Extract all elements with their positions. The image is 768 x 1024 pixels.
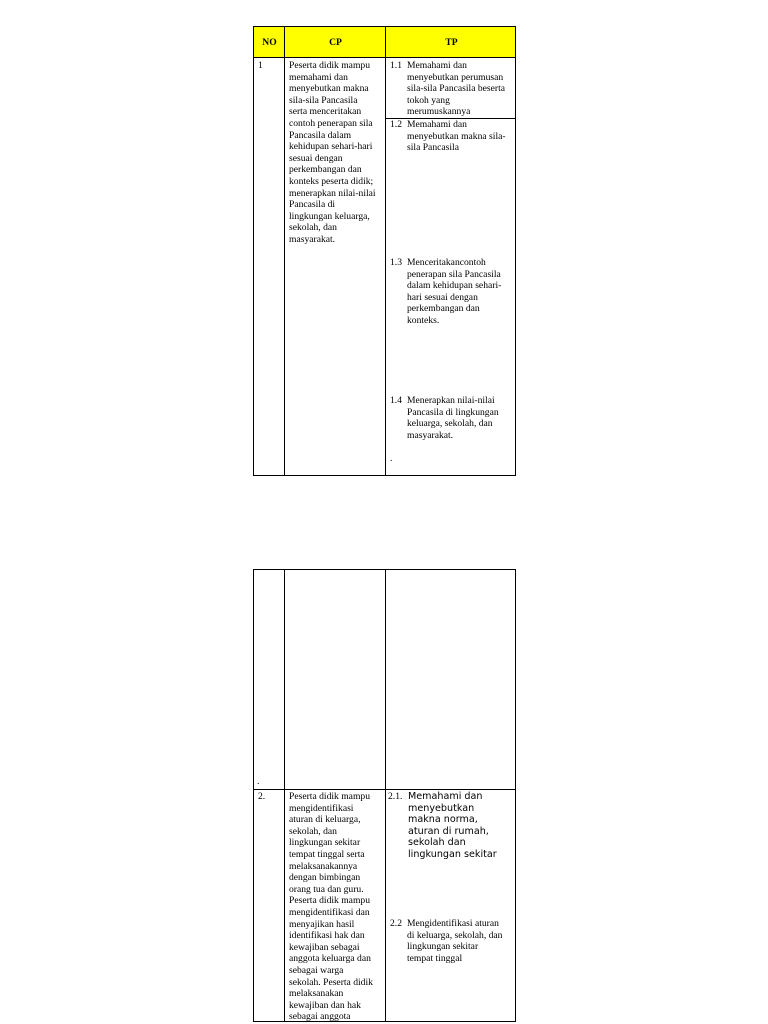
text-line: keluarga, sekolah, dan (407, 418, 493, 430)
text-line: memahami dan (289, 71, 348, 83)
text-line: Memahami dan (408, 791, 483, 802)
text-line: identifikasi hak dan (289, 930, 365, 942)
text-line: aturan di rumah, (408, 825, 489, 837)
text-line: tempat tinggal serta (289, 848, 365, 860)
text-line: sebagai anggota (289, 1011, 351, 1023)
text-line: penerapan sila Pancasila (407, 268, 501, 280)
text-line: sebagai warga (289, 964, 344, 976)
text-line: mengidentifikasi (289, 802, 354, 814)
text-line: dalam kehidupan sehari- (407, 280, 502, 292)
text-line: kewajiban dan hak (289, 999, 361, 1011)
cp-text (289, 791, 383, 1023)
tp-number: 1.3 (390, 257, 402, 268)
text-line: contoh penerapan sila (289, 117, 373, 129)
text-line: Peserta didik mampu (289, 60, 370, 71)
row-number: 1 (258, 60, 263, 71)
text-line: sila-sila Pancasila beserta (407, 83, 506, 95)
tp-number: 2.2 (390, 918, 402, 929)
text-line: perkembangan dan (407, 303, 480, 315)
text-line: makna norma, (408, 814, 478, 826)
text-line: aturan di keluarga, (289, 814, 361, 826)
text-line: menyebutkan perumusan (407, 71, 504, 83)
text-line: menyajikan hasil (289, 918, 355, 930)
text-line: tokoh yang (407, 94, 450, 106)
text-line: Pancasila di (289, 199, 336, 211)
tp-number: 1.4 (390, 395, 402, 406)
header-cp: CP (329, 37, 342, 48)
text-line: Mengidentifikasi aturan (407, 918, 499, 929)
header-no: NO (262, 37, 277, 48)
text-line: hari sesuai dengan (407, 291, 478, 303)
text-line: Menerapkan nilai-nilai (407, 395, 495, 406)
row-top-mark: . (257, 776, 260, 787)
text-line: sila-sila Pancasila (289, 94, 358, 106)
text-line: Memahami dan (407, 60, 467, 71)
text-line: melaksanakannya (289, 860, 358, 872)
text-line: dengan bimbingan (289, 872, 361, 884)
text-line: mengidentifikasi dan (289, 906, 370, 918)
text-line: serta menceritakan (289, 106, 362, 118)
text-line: anggota keluarga dan (289, 953, 371, 965)
text-line: lingkungan sekitar (289, 837, 361, 849)
tp-end-mark: . (390, 453, 393, 464)
header-tp: TP (445, 37, 458, 48)
text-line: Peserta didik mampu (289, 895, 370, 907)
text-line: Pancasila di lingkungan (407, 406, 499, 418)
text-line: menyebutkan makna (289, 83, 369, 95)
text-line: perkembangan dan (289, 164, 362, 176)
text-line: sila Pancasila (407, 142, 459, 154)
text-line: orang tua dan guru. (289, 883, 364, 895)
text-line: menyebutkan makna sila- (407, 130, 506, 142)
text-line: di keluarga, sekolah, dan (407, 929, 503, 941)
text-line: sesuai dengan (289, 152, 343, 164)
row-number: 2. (258, 791, 266, 802)
cp-text (289, 60, 383, 246)
text-line: sekolah, dan (289, 222, 337, 234)
text-line: lingkungan sekitar (407, 941, 479, 953)
text-line: kehidupan sehari-hari (289, 141, 373, 153)
text-line: sekolah. Peserta didik (289, 976, 373, 988)
text-line: Memahami dan (407, 119, 467, 130)
tp-number: 1.1 (390, 60, 402, 71)
text-line: Peserta didik mampu (289, 791, 370, 802)
text-line: menyebutkan (408, 802, 475, 814)
table-1 (253, 26, 516, 476)
tp-number: 1.2 (390, 119, 402, 130)
text-line: Pancasila dalam (289, 129, 352, 141)
text-line: kewajiban sebagai (289, 941, 360, 953)
text-line: masyarakat. (289, 233, 336, 245)
text-line: lingkungan keluarga, (289, 210, 370, 222)
text-line: masyarakat. (407, 429, 454, 441)
table-2 (253, 569, 516, 1022)
text-line: merumuskannya (407, 106, 471, 118)
text-line: lingkungan sekitar (408, 848, 497, 860)
text-line: konteks peserta didik; (289, 175, 374, 187)
tp-number: 2.1. (388, 791, 403, 802)
text-line: Menceritakancontoh (407, 257, 486, 268)
text-line: tempat tinggal (407, 952, 463, 964)
text-line: melaksanakan (289, 988, 344, 1000)
text-line: konteks. (407, 314, 440, 326)
text-line: sekolah, dan (289, 825, 337, 837)
text-line: menerapkan nilai-nilai (289, 187, 376, 199)
text-line: sekolah dan (408, 837, 466, 849)
